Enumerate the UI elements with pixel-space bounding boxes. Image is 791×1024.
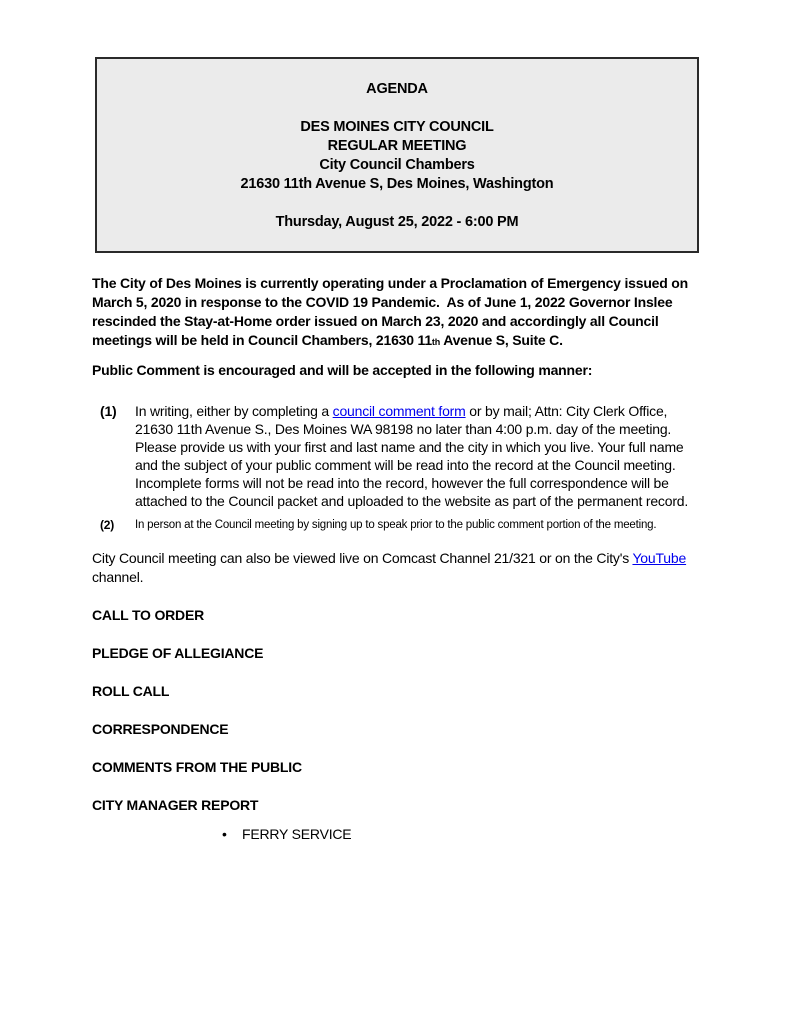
public-comment-method-1 <box>92 402 707 510</box>
agenda-title: AGENDA <box>366 81 428 97</box>
agenda-heading-comments-from-the-public: COMMENTS FROM THE PUBLIC <box>92 759 302 775</box>
agenda-heading-roll-call: ROLL CALL <box>92 683 170 699</box>
item-number: (2) <box>100 518 115 532</box>
meeting-info-line: City Council Chambers <box>319 157 475 173</box>
item-number: (1) <box>100 403 117 419</box>
agenda-header-box <box>95 57 699 253</box>
text-segment: Avenue S, Suite C. <box>440 332 563 348</box>
viewing-info-paragraph <box>92 549 707 587</box>
text-segment: City Council meeting can also be viewed live on Comcast Channel 21/321 or on the City's <box>92 550 633 566</box>
agenda-heading-pledge-of-allegiance: PLEDGE OF ALLEGIANCE <box>92 645 264 661</box>
numbered-list <box>92 402 707 533</box>
ordinal-suffix: th <box>431 337 441 347</box>
text-segment: channel. <box>92 569 144 585</box>
meeting-info-line: 21630 11th Avenue S, Des Moines, Washington <box>240 176 554 192</box>
bullet-label: FERRY SERVICE <box>242 826 352 842</box>
meeting-info-line: REGULAR MEETING <box>327 138 467 154</box>
emergency-proclamation-paragraph <box>92 274 707 352</box>
bullet-icon: • <box>222 826 227 842</box>
public-comment-method-2 <box>92 518 707 533</box>
text-segment: or by mail; Attn: City Clerk Office, 21630 11th Avenue S., Des Moines WA 98198 no later than 4:00 p.m. day of the meeting. Please provide us with your first and last name and the city in which you live. Your full name and the subject of your public comment will be read into the record at the Council meeting. Incomplete forms will not be read into the record, however the full correspondence will be attached to the Council packet and uploaded to the website as part of the permanent record. <box>135 403 689 509</box>
agenda-heading-city-manager-report: CITY MANAGER REPORT <box>92 797 259 813</box>
text-segment: The City of Des Moines is currently operating under a Proclamation of Emergency issued on March 5, 2020 in response to the COVID 19 Pandemic. As of June 1, 2022 Governor Inslee rescinded the Stay-at-Home order issued on March 23, 2020 and accordingly all Council meetings will be held in Council Chambers, 21630 11 <box>92 275 688 348</box>
agenda-headings <box>92 606 707 844</box>
text-segment: In writing, either by completing a <box>135 403 333 419</box>
youtube-link[interactable]: YouTube <box>632 550 687 566</box>
public-comment-intro: Public Comment is encouraged and will be accepted in the following manner: <box>92 362 593 378</box>
agenda-heading-correspondence: CORRESPONDENCE <box>92 721 229 737</box>
meeting-datetime: Thursday, August 25, 2022 - 6:00 PM <box>275 214 519 230</box>
item-text <box>135 519 656 531</box>
council-comment-form-link[interactable]: council comment form <box>332 403 466 419</box>
agenda-heading-call-to-order: CALL TO ORDER <box>92 607 204 623</box>
document-body <box>92 274 707 844</box>
meeting-info-lines <box>97 118 697 194</box>
bullet-item-ferry-service <box>92 825 707 844</box>
item-text <box>135 403 688 509</box>
meeting-info-line: DES MOINES CITY COUNCIL <box>300 119 494 135</box>
text-segment: In person at the Council meeting by signing up to speak prior to the public comment portion of the meeting. <box>135 519 657 531</box>
